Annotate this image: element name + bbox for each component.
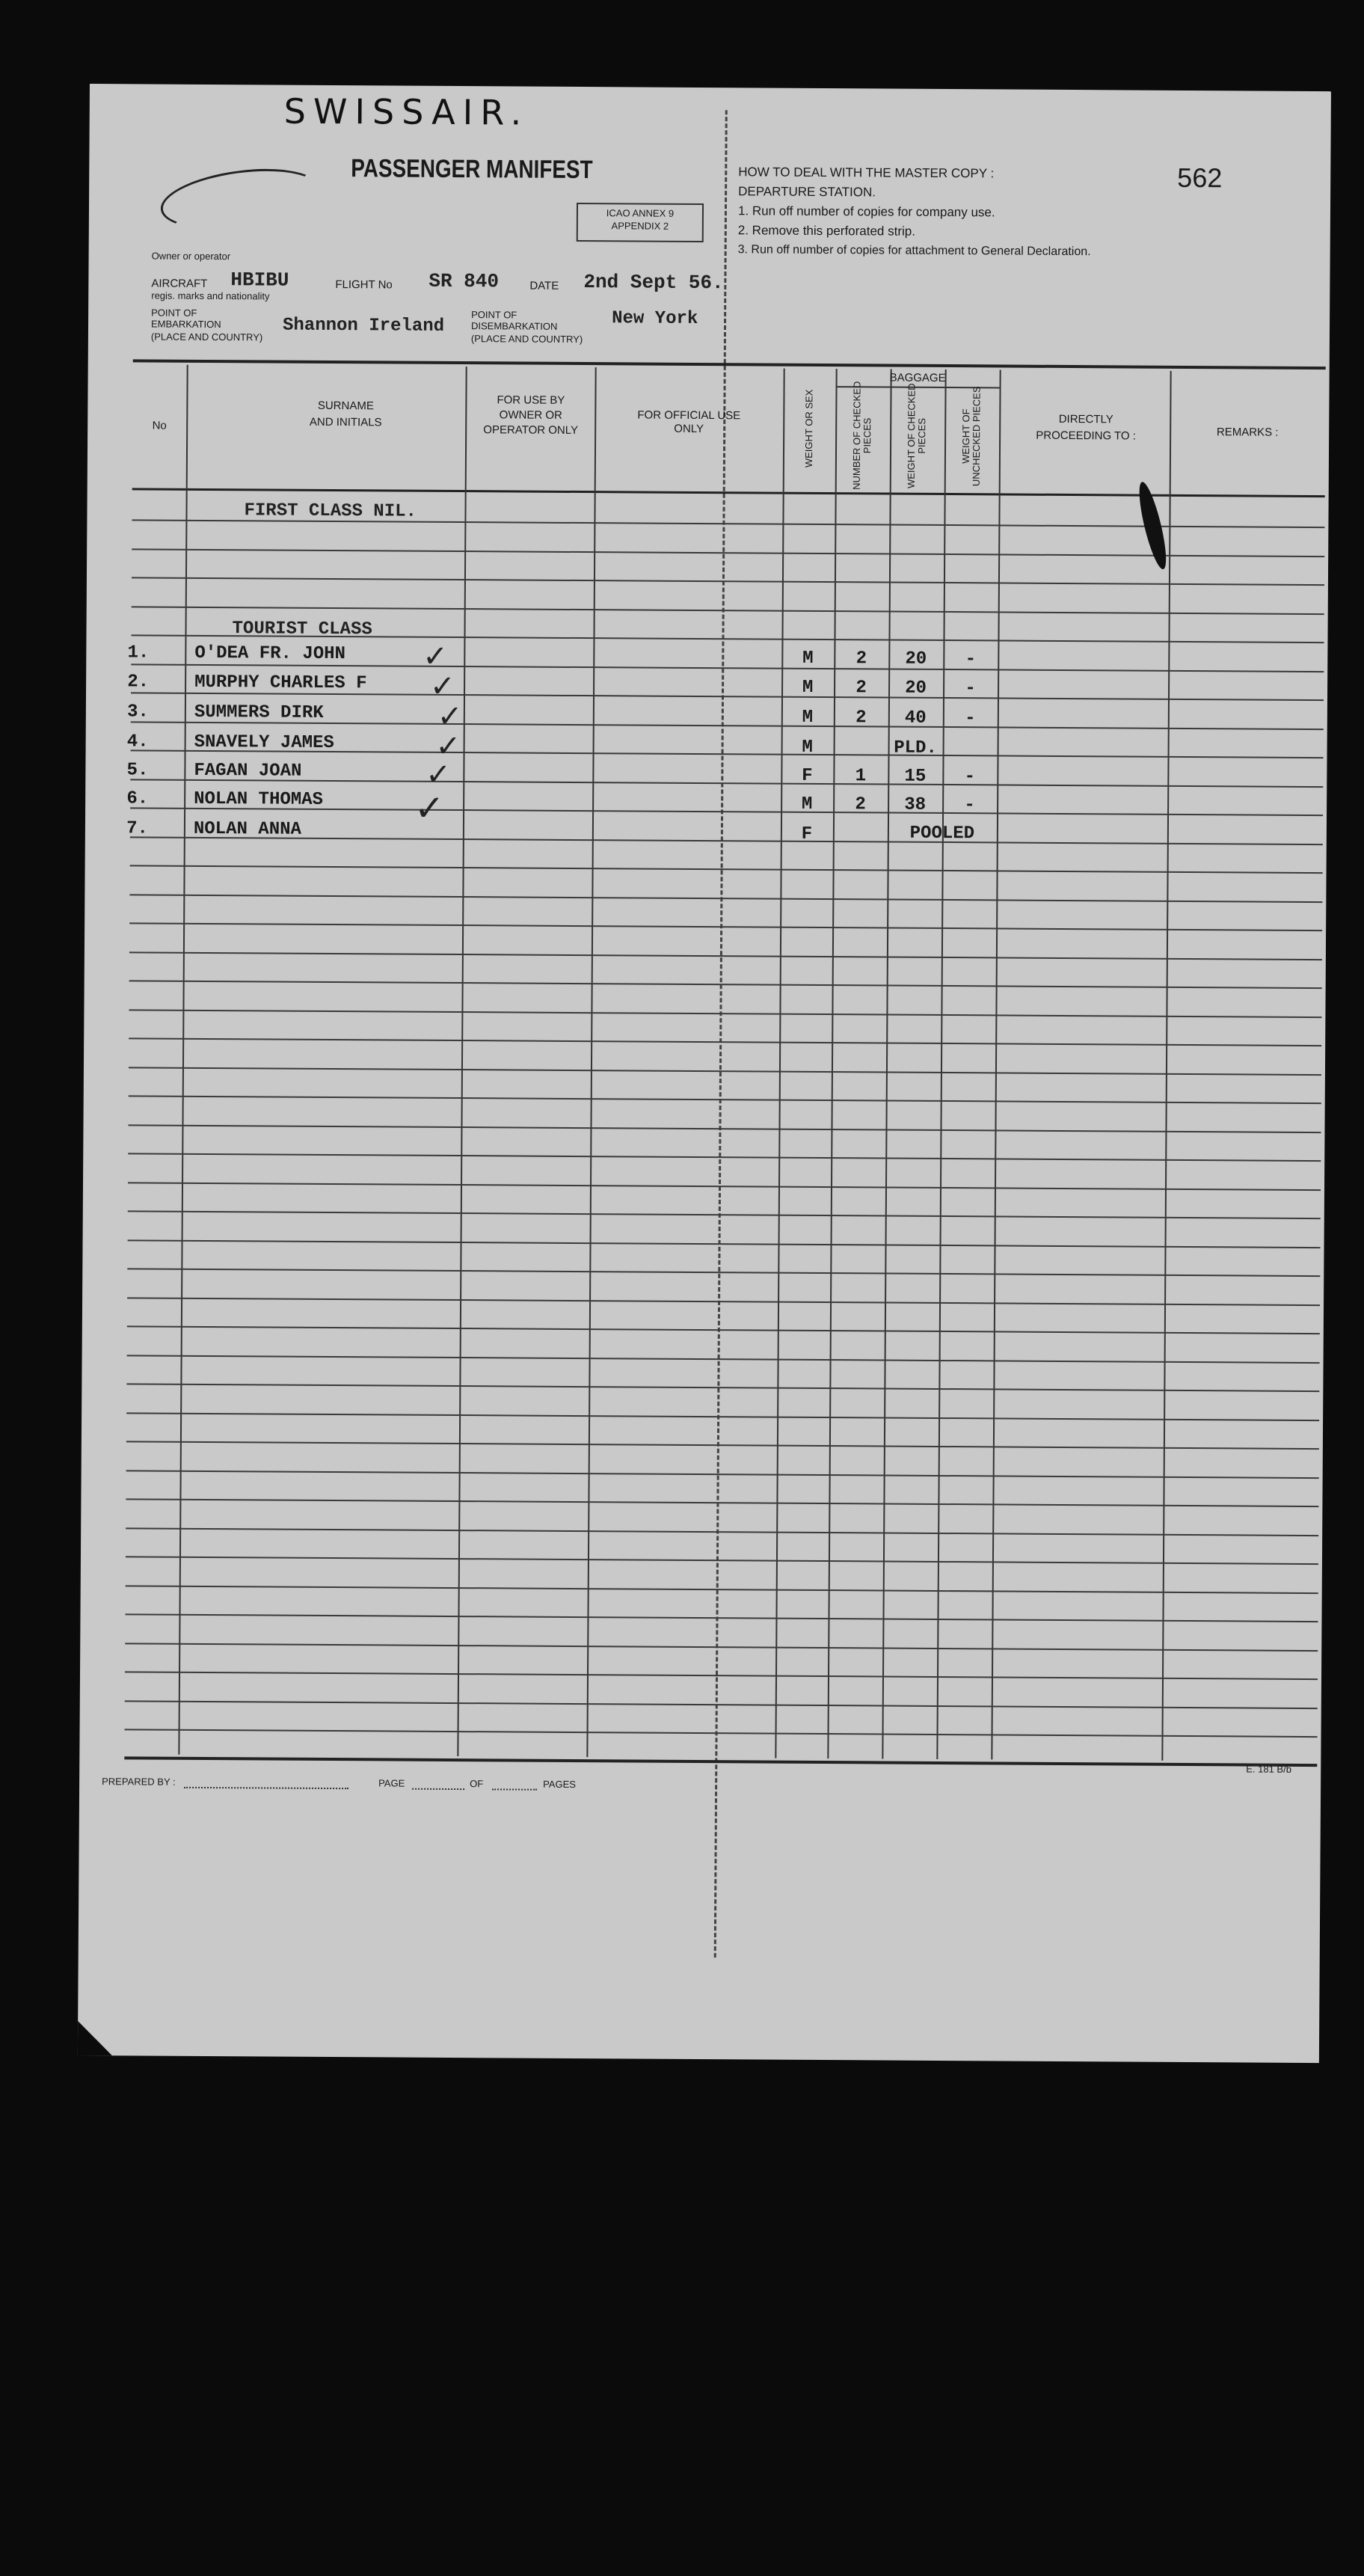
form-code: E. 181 B/b — [1246, 1763, 1292, 1775]
col-divider — [991, 369, 1001, 1759]
ruled-line — [126, 1527, 1318, 1536]
airline-name: SWISSAIR. — [283, 91, 529, 133]
passenger-sex: M — [802, 737, 813, 758]
passenger-sex: M — [801, 794, 813, 815]
checked-pieces: 2 — [855, 708, 867, 729]
col-divider — [827, 369, 837, 1758]
folded-corner — [78, 2021, 112, 2055]
passenger-no: 1. — [127, 643, 150, 663]
ruled-line — [131, 663, 1324, 672]
check-mark-icon: ✓ — [437, 699, 463, 734]
ruled-line — [132, 577, 1324, 586]
icao-line1: ICAO ANNEX 9 — [606, 207, 675, 219]
unchecked-weight: - — [965, 708, 976, 729]
first-class-label: FIRST CLASS NIL. — [244, 500, 417, 522]
check-mark-icon: ✓ — [414, 788, 445, 829]
checked-pieces: 2 — [855, 648, 867, 669]
ruled-line — [127, 1355, 1320, 1364]
unchecked-weight: - — [964, 795, 975, 816]
passenger-no: 2. — [127, 672, 150, 693]
page-title: PASSENGER MANIFEST — [351, 154, 593, 185]
col-header-remarks: REMARKS : — [1216, 426, 1279, 439]
pages-label: PAGES — [543, 1778, 577, 1791]
embark-sub-label: (PLACE AND COUNTRY) — [150, 331, 263, 343]
passenger-no: 4. — [126, 732, 149, 752]
passenger-name: NOLAN THOMAS — [194, 788, 324, 810]
ruled-rows — [90, 84, 1331, 91]
ruled-line — [126, 1556, 1318, 1565]
passenger-sex: M — [802, 648, 814, 669]
icao-box — [577, 203, 704, 242]
ruled-line — [132, 548, 1324, 557]
embark-value: Shannon Ireland — [282, 315, 445, 337]
col-header-checked-pieces: NUMBER OF CHECKED PIECES — [850, 381, 873, 490]
ruled-line — [128, 1182, 1321, 1191]
table-bottom-rule — [124, 1756, 1317, 1767]
col-header-owner: FOR USE BY OWNER OR OPERATOR ONLY — [483, 393, 579, 437]
ruled-line — [129, 1095, 1321, 1104]
disembark-sub-label: (PLACE AND COUNTRY) — [470, 333, 583, 346]
col-header-unchecked-weight: WEIGHT OF UNCHECKED PIECES — [959, 386, 983, 487]
check-mark-icon: ✓ — [423, 640, 448, 673]
handwritten-mark — [157, 160, 325, 238]
aircraft-value: HBIBU — [230, 269, 289, 292]
checked-weight: PLD. — [894, 737, 937, 758]
ruled-line — [129, 1037, 1321, 1046]
ruled-line — [125, 1613, 1318, 1622]
col-divider — [775, 369, 784, 1758]
aircraft-label: AIRCRAFT — [151, 277, 208, 290]
col-header-no: No — [152, 419, 167, 432]
checked-pieces: 2 — [855, 678, 867, 699]
ruled-line — [125, 1729, 1318, 1738]
ruled-line — [129, 951, 1322, 960]
ruled-line — [129, 894, 1322, 903]
ruled-line — [131, 692, 1324, 701]
table-top-rule — [133, 359, 1326, 369]
ruled-line — [126, 1498, 1318, 1507]
embark-label: POINT OF EMBARKATION — [150, 307, 221, 331]
prepared-by-label: PREPARED BY : — [102, 1776, 176, 1788]
checked-pieces: 1 — [855, 766, 867, 787]
passenger-no: 5. — [126, 760, 149, 781]
of-line — [492, 1788, 537, 1790]
page-label: PAGE — [378, 1777, 405, 1789]
col-divider — [586, 367, 596, 1757]
passenger-no: 3. — [126, 702, 149, 723]
checked-weight: 20 — [905, 648, 927, 669]
ruled-line — [125, 1643, 1318, 1652]
check-mark-icon: ✓ — [429, 669, 455, 703]
ruled-line — [127, 1297, 1320, 1306]
prepared-by-line — [184, 1787, 348, 1789]
icao-line2: APPENDIX 2 — [611, 220, 669, 232]
checked-weight: 38 — [904, 794, 927, 815]
check-mark-icon: ✓ — [426, 758, 452, 791]
instruction-line-2: 1. Run off number of copies for company use. — [737, 203, 995, 220]
ruled-line — [130, 779, 1323, 788]
col-header-weight-sex: WEIGHT OR SEX — [802, 389, 815, 468]
ruled-line — [129, 1067, 1321, 1076]
instruction-line-3: 2. Remove this perforated strip. — [737, 223, 916, 239]
ruled-line — [126, 1441, 1319, 1450]
ruled-line — [126, 1383, 1319, 1392]
unchecked-weight: - — [965, 649, 977, 670]
page-number: 562 — [1177, 162, 1223, 194]
date-label: DATE — [529, 279, 559, 292]
col-header-directly: DIRECTLY PROCEEDING TO : — [1036, 412, 1137, 443]
checked-pieces: 2 — [855, 794, 866, 815]
ruled-line — [128, 1153, 1321, 1162]
ruled-line — [127, 1325, 1320, 1334]
ruled-line — [129, 922, 1322, 931]
flight-label: FLIGHT No — [335, 278, 393, 292]
passenger-sex: M — [802, 707, 814, 728]
ruled-line — [128, 1210, 1321, 1219]
unchecked-weight: - — [964, 767, 976, 788]
col-header-official: FOR OFFICIAL USE ONLY — [637, 408, 741, 436]
instruction-line-1: DEPARTURE STATION. — [738, 184, 876, 200]
col-divider — [936, 369, 946, 1759]
instruction-line-4: 3. Run off number of copies for attachment to General Declaration. — [737, 243, 1091, 259]
ruled-line — [130, 865, 1323, 874]
flight-value: SR 840 — [428, 269, 500, 293]
ruled-line — [125, 1671, 1318, 1680]
ruled-line — [125, 1700, 1318, 1709]
passenger-name: O'DEA FR. JOHN — [194, 643, 346, 665]
passenger-no: 6. — [126, 788, 149, 809]
date-value: 2nd Sept 56. — [583, 271, 724, 295]
unchecked-weight: - — [965, 678, 976, 699]
col-divider — [457, 367, 467, 1756]
page-line — [412, 1788, 464, 1790]
checked-weight: 20 — [905, 678, 927, 699]
ruled-line — [126, 1585, 1318, 1594]
col-header-surname: SURNAME AND INITIALS — [309, 399, 382, 429]
col-header-baggage: BAGGAGE — [889, 371, 946, 384]
ruled-line — [129, 1009, 1321, 1018]
passenger-sex: M — [802, 677, 814, 698]
col-divider — [882, 369, 891, 1759]
ruled-line — [128, 1124, 1321, 1133]
check-mark-icon: ✓ — [435, 729, 461, 764]
of-label: OF — [470, 1778, 484, 1790]
aircraft-sub-label: regis. marks and nationality — [151, 289, 270, 302]
checked-weight: POOLED — [909, 823, 975, 844]
col-divider — [178, 365, 188, 1755]
checked-weight: 15 — [904, 766, 927, 787]
ruled-line — [126, 1470, 1319, 1479]
ruled-line — [126, 1412, 1319, 1421]
passenger-name: SUMMERS DIRK — [194, 702, 324, 723]
ruled-line — [130, 836, 1323, 845]
instruction-line-0: HOW TO DEAL WITH THE MASTER COPY : — [738, 165, 995, 181]
tourist-class-label: TOURIST CLASS — [232, 619, 372, 640]
owner-label: Owner or operator — [151, 250, 231, 263]
ruled-line — [128, 1239, 1321, 1248]
ruled-line — [129, 980, 1322, 989]
passenger-name: FAGAN JOAN — [194, 760, 302, 782]
col-divider — [1161, 371, 1171, 1761]
passenger-sex: F — [802, 765, 813, 786]
passenger-sex: F — [801, 824, 813, 844]
disembark-label: POINT OF DISEMBARKATION — [470, 309, 558, 332]
manifest-document — [78, 84, 1331, 2063]
checked-weight: 40 — [904, 708, 927, 729]
passenger-no: 7. — [126, 818, 148, 839]
disembark-value: New York — [612, 308, 698, 329]
passenger-name: MURPHY CHARLES F — [194, 672, 367, 694]
passenger-name: SNAVELY JAMES — [194, 732, 334, 754]
col-header-checked-weight: WEIGHT OF CHECKED PIECES — [905, 383, 928, 489]
ruled-line — [127, 1268, 1320, 1277]
passenger-name: NOLAN ANNA — [193, 818, 302, 840]
ruled-line — [132, 606, 1324, 615]
perforation-line — [714, 110, 728, 1957]
